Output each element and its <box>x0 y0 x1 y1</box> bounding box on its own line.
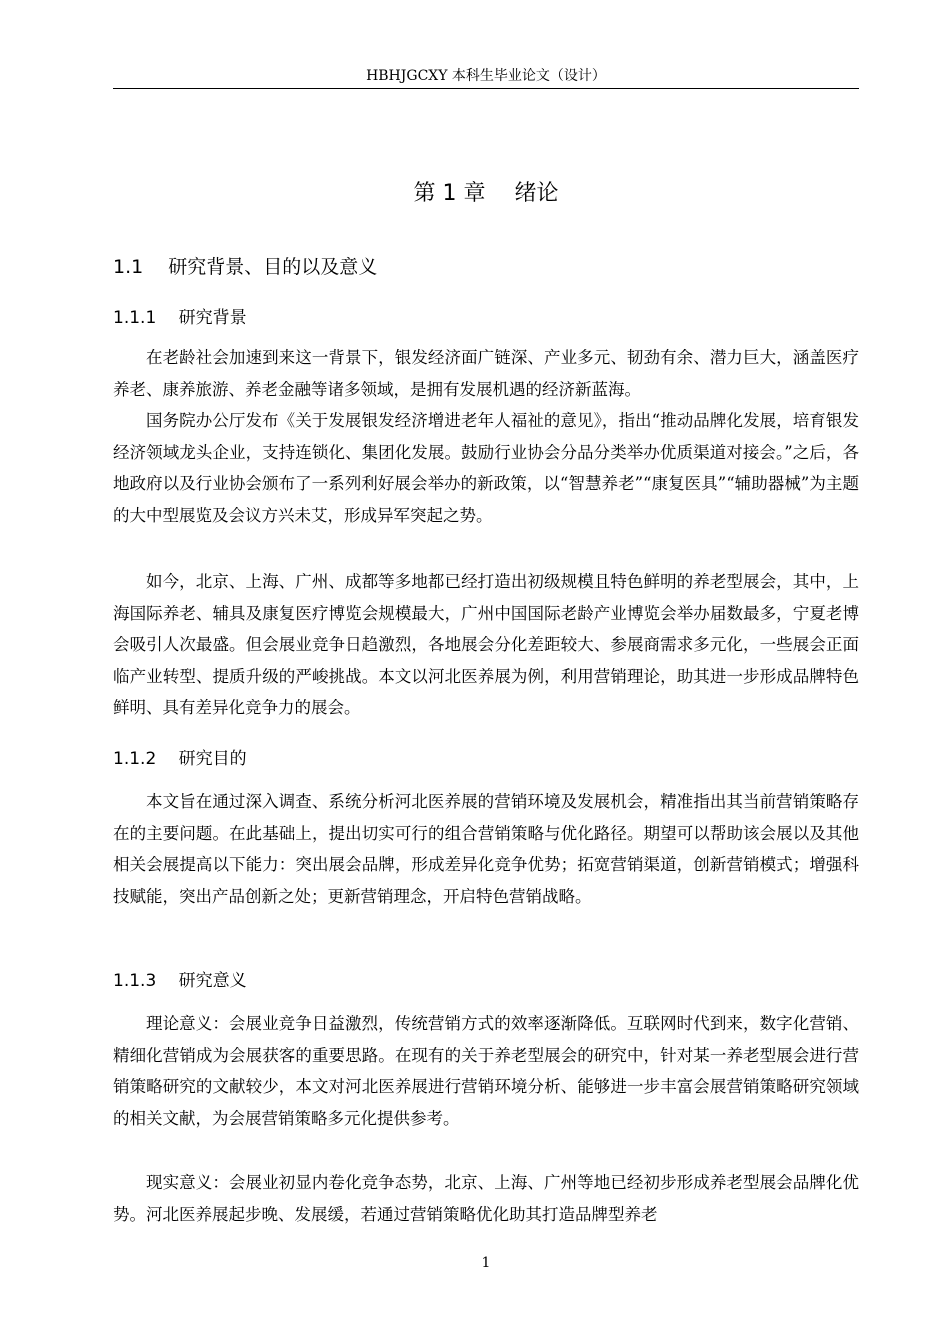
subsection-heading-purpose: 1.1.2 研究目的 <box>113 749 247 769</box>
paragraph: 理论意义：会展业竞争日益激烈，传统营销方式的效率逐渐降低。互联网时代到来，数字化营销、精细化营销成为会展获客的重要思路。在现有的关于养老型展会的研究中，针对某一养老型展会进行营销策略研究的文献较少，本文对河北医养展进行营销环境分析、能够进一步丰富会展营销策略研究领域的相关文献，为会展营销策略多元化提供参考。 <box>113 1014 859 1128</box>
running-header: HBHJGCXY 本科生毕业论文（设计） <box>113 66 859 89</box>
paragraph: 本文旨在通过深入调查、系统分析河北医养展的营销环境及发展机会，精准指出其当前营销策略存在的主要问题。在此基础上，提出切实可行的组合营销策略与优化路径。期望可以帮助该会展以及其他相关会展提高以下能力：突出展会品牌，形成差异化竞争优势；拓宽营销渠道，创新营销模式；增强科技赋能，突出产品创新之处；更新营销理念，开启特色营销战略。 <box>113 792 859 906</box>
paragraph: 现实意义：会展业初显内卷化竞争态势，北京、上海、广州等地已经初步形成养老型展会品牌化优势。河北医养展起步晚、发展缓，若通过营销策略优化助其打造品牌型养老 <box>113 1173 859 1224</box>
chapter-title: 第 1 章 绪论 <box>413 181 559 206</box>
page-number: 1 <box>481 1255 491 1271</box>
subsection-heading-background: 1.1.1 研究背景 <box>113 308 247 328</box>
section-heading: 1.1 研究背景、目的以及意义 <box>113 256 378 278</box>
subsection-heading-significance: 1.1.3 研究意义 <box>113 971 247 991</box>
paragraph: 在老龄社会加速到来这一背景下，银发经济面广链深、产业多元、韧劲有余、潜力巨大，涵盖医疗养老、康养旅游、养老金融等诸多领域，是拥有发展机遇的经济新蓝海。 <box>113 348 859 399</box>
paragraph: 如今，北京、上海、广州、成都等多地都已经打造出初级规模且特色鲜明的养老型展会，其中，上海国际养老、辅具及康复医疗博览会规模最大，广州中国国际老龄产业博览会举办届数最多，宁夏老博会吸引人次最盛。但会展业竞争日趋激烈，各地展会分化差距较大、参展商需求多元化，一些展会正面临产业转型、提质升级的严峻挑战。本文以河北医养展为例，利用营销理论，助其进一步形成品牌特色鲜明、具有差异化竞争力的展会。 <box>113 572 859 717</box>
paragraph: 国务院办公厅发布《关于发展银发经济增进老年人福祉的意见》，指出“推动品牌化发展，培育银发经济领域龙头企业，支持连锁化、集团化发展。鼓励行业协会分品分类举办优质渠道对接会。”之后，各地政府以及行业协会颁布了一系列利好展会举办的新政策，以“智慧养老”“康复医具”“辅助器械”为主题的大中型展览及会议方兴未艾，形成异军突起之势。 <box>113 411 859 525</box>
